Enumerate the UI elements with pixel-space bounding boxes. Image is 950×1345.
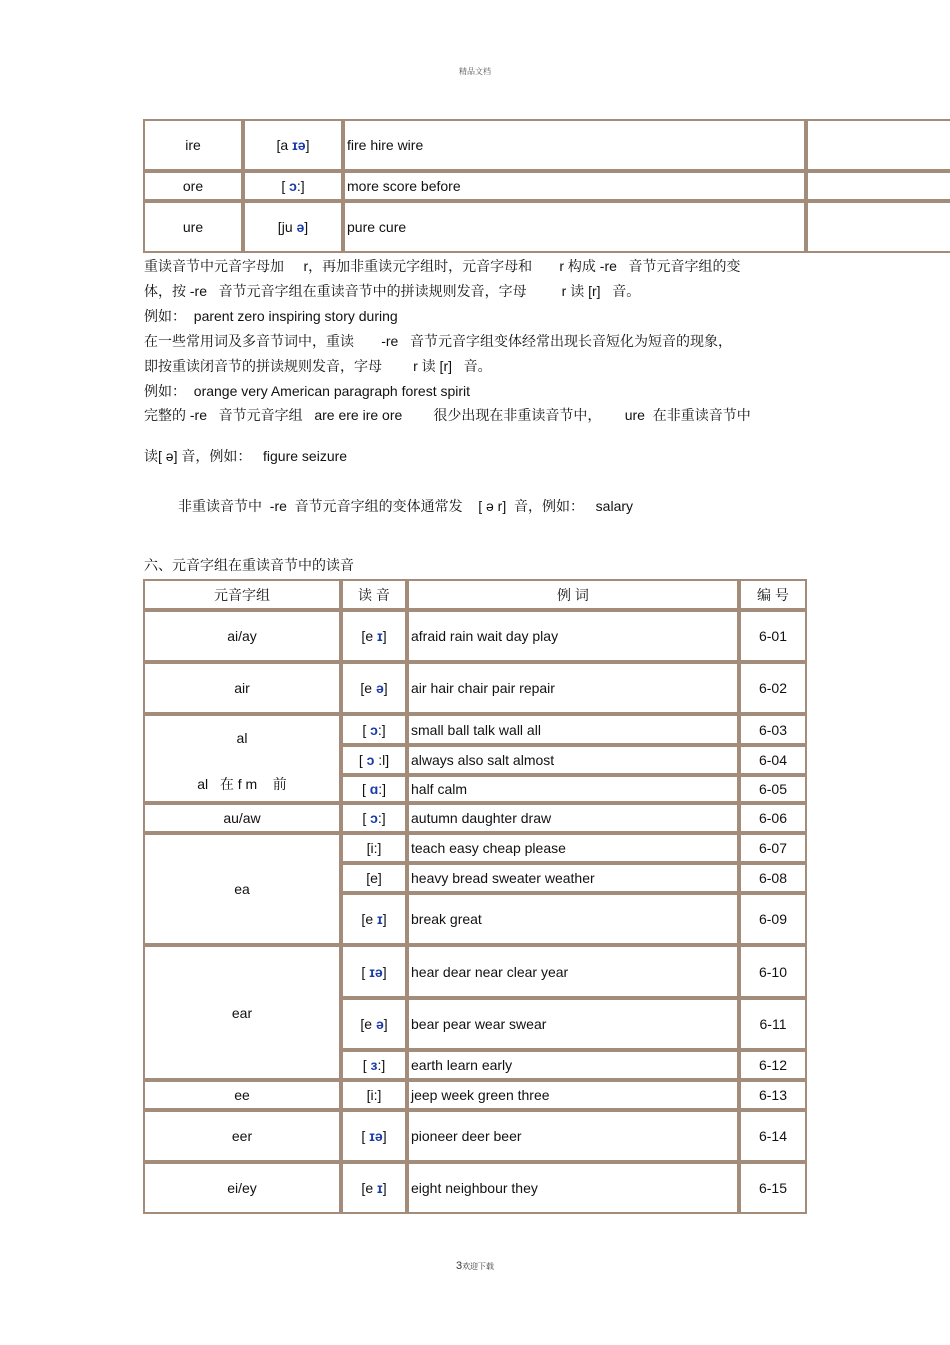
table-row [143, 662, 807, 714]
code-cell: 6-02 [739, 662, 807, 714]
vowel-group-label: al [236, 730, 248, 746]
examples-cell: afraid rain wait day play [407, 610, 739, 662]
table-row [143, 610, 807, 662]
table-row [143, 1080, 807, 1110]
ipa-text: [ ɔ :l] [358, 752, 390, 768]
vowel-group-cell: ore [143, 171, 243, 201]
ipa-cell [341, 803, 407, 833]
ipa-text: [i:] [366, 1087, 382, 1103]
column-header: 编 号 [739, 579, 807, 610]
section-title: 六、元音字组在重读音节中的读音 [144, 557, 354, 573]
ipa-cell [341, 945, 407, 998]
ipa-cell [341, 893, 407, 945]
empty-cell [806, 119, 950, 171]
examples-cell: teach easy cheap please [407, 833, 739, 863]
examples-cell: break great [407, 893, 739, 945]
paragraph-line: 重读音节中元音字母加 r，再加非重读元字组时，元音字母和 r 构成 -re 音节元音字组的变 [144, 258, 741, 274]
empty-cell [806, 201, 950, 253]
vowel-group-cell: ee [143, 1080, 341, 1110]
vowel-group-cell: ai/ay [143, 610, 341, 662]
examples-cell: autumn daughter draw [407, 803, 739, 833]
ipa-text: [e ɪ] [361, 911, 387, 927]
table-row [143, 945, 807, 998]
re-syllable-table [143, 119, 950, 253]
ipa-text: [ ɔ:] [362, 810, 386, 826]
code-cell: 6-13 [739, 1080, 807, 1110]
examples-cell: pure cure [343, 201, 806, 253]
ipa-cell [341, 1110, 407, 1162]
table-header-row [143, 579, 807, 610]
ipa-text: [e] [366, 870, 382, 886]
ipa-cell [341, 998, 407, 1050]
code-cell: 6-10 [739, 945, 807, 998]
code-cell: 6-15 [739, 1162, 807, 1214]
ipa-text: [ ɔ:] [281, 178, 305, 194]
examples-cell: air hair chair pair repair [407, 662, 739, 714]
paragraph-line: 非重读音节中 -re 音节元音字组的变体通常发 [ ə r] 音，例如： salary [178, 498, 634, 514]
page-footer [0, 1260, 950, 1272]
paragraph-line: 读[ ə] 音，例如： figure seizure [144, 448, 348, 464]
ipa-cell [243, 171, 343, 201]
empty-cell [806, 171, 950, 201]
column-header: 元音字组 [143, 579, 341, 610]
table-row [143, 714, 807, 745]
table-row [143, 119, 950, 171]
code-cell: 6-06 [739, 803, 807, 833]
ipa-text: [ ɑ:] [361, 781, 387, 797]
code-cell: 6-05 [739, 775, 807, 803]
ipa-cell [341, 714, 407, 745]
paragraph-line: 体，按 -re 音节元音字组在重读音节中的拼读规则发音，字母 r 读 [r] 音。 [144, 283, 641, 299]
examples-cell: jeep week green three [407, 1080, 739, 1110]
examples-cell: hear dear near clear year [407, 945, 739, 998]
table-row [143, 1110, 807, 1162]
table-row [143, 803, 807, 833]
ipa-text: [ ɪə] [361, 963, 387, 980]
ipa-cell [341, 745, 407, 775]
vowel-group-table [143, 579, 807, 1214]
vowel-group-cell: ea [143, 833, 341, 945]
ipa-text: [e ɪ] [361, 1180, 387, 1196]
vowel-group-cell: ei/ey [143, 1162, 341, 1214]
ipa-cell [341, 610, 407, 662]
code-cell: 6-08 [739, 863, 807, 893]
page-number: 3 [455, 1260, 463, 1272]
ipa-text: [ ɜ:] [362, 1057, 386, 1073]
paragraph-line: 在一些常用词及多音节词中，重读 -re 音节元音字组变体经常出现长音短化为短音的现象， [144, 333, 733, 349]
table-row [143, 1162, 807, 1214]
paragraph-line: 例如： orange very American paragraph forest spirit [144, 383, 471, 399]
code-cell: 6-14 [739, 1110, 807, 1162]
examples-cell: fire hire wire [343, 119, 806, 171]
ipa-cell [341, 1080, 407, 1110]
examples-cell: small ball talk wall all [407, 714, 739, 745]
paragraph-line: 例如： parent zero inspiring story during [144, 308, 398, 324]
examples-cell: bear pear wear swear [407, 998, 739, 1050]
code-cell: 6-03 [739, 714, 807, 745]
code-cell: 6-04 [739, 745, 807, 775]
examples-cell: more score before [343, 171, 806, 201]
table-row [143, 833, 807, 863]
ipa-text: [e ɪ] [361, 628, 387, 644]
code-cell: 6-01 [739, 610, 807, 662]
ipa-text: [i:] [366, 840, 382, 856]
ipa-text: [e ə] [360, 1016, 388, 1032]
vowel-group-cell: ire [143, 119, 243, 171]
code-cell: 6-12 [739, 1050, 807, 1080]
examples-cell: always also salt almost [407, 745, 739, 775]
paragraph-line: 完整的 -re 音节元音字组 are ere ire ore 很少出现在非重读音节中， ure 在非重读音节中 [144, 407, 751, 423]
examples-cell: heavy bread sweater weather [407, 863, 739, 893]
ipa-text: [ ɔ:] [362, 721, 386, 738]
ipa-cell [341, 1162, 407, 1214]
ipa-text: [ ɪə] [361, 1128, 387, 1144]
ipa-text: [a ɪə] [276, 137, 310, 153]
ipa-cell [341, 833, 407, 863]
vowel-group-cell: eer [143, 1110, 341, 1162]
code-cell: 6-11 [739, 998, 807, 1050]
ipa-cell [341, 662, 407, 714]
ipa-cell [243, 119, 343, 171]
vowel-group-cell [143, 714, 341, 803]
examples-cell: earth learn early [407, 1050, 739, 1080]
vowel-group-cell: air [143, 662, 341, 714]
ipa-cell [243, 201, 343, 253]
table-row [143, 201, 950, 253]
column-header: 读 音 [341, 579, 407, 610]
examples-cell: eight neighbour they [407, 1162, 739, 1214]
ipa-cell [341, 863, 407, 893]
examples-cell: half calm [407, 775, 739, 803]
ipa-text: [e ə] [360, 680, 388, 696]
vowel-group-cell: ear [143, 945, 341, 1080]
code-cell: 6-07 [739, 833, 807, 863]
examples-cell: pioneer deer beer [407, 1110, 739, 1162]
footer-text: 欢迎下载 [462, 1262, 495, 1271]
ipa-text: [ju ə] [277, 219, 309, 235]
column-header: 例 词 [407, 579, 739, 610]
vowel-group-note: al 在 f m 前 [197, 776, 287, 792]
ipa-cell [341, 1050, 407, 1080]
table-row [143, 171, 950, 201]
code-cell: 6-09 [739, 893, 807, 945]
ipa-cell [341, 775, 407, 803]
paragraph-line: 即按重读闭音节的拼读规则发音，字母 r 读 [r] 音。 [144, 358, 492, 374]
page-header: 精品文档 [459, 67, 491, 76]
vowel-group-cell: ure [143, 201, 243, 253]
vowel-group-cell: au/aw [143, 803, 341, 833]
